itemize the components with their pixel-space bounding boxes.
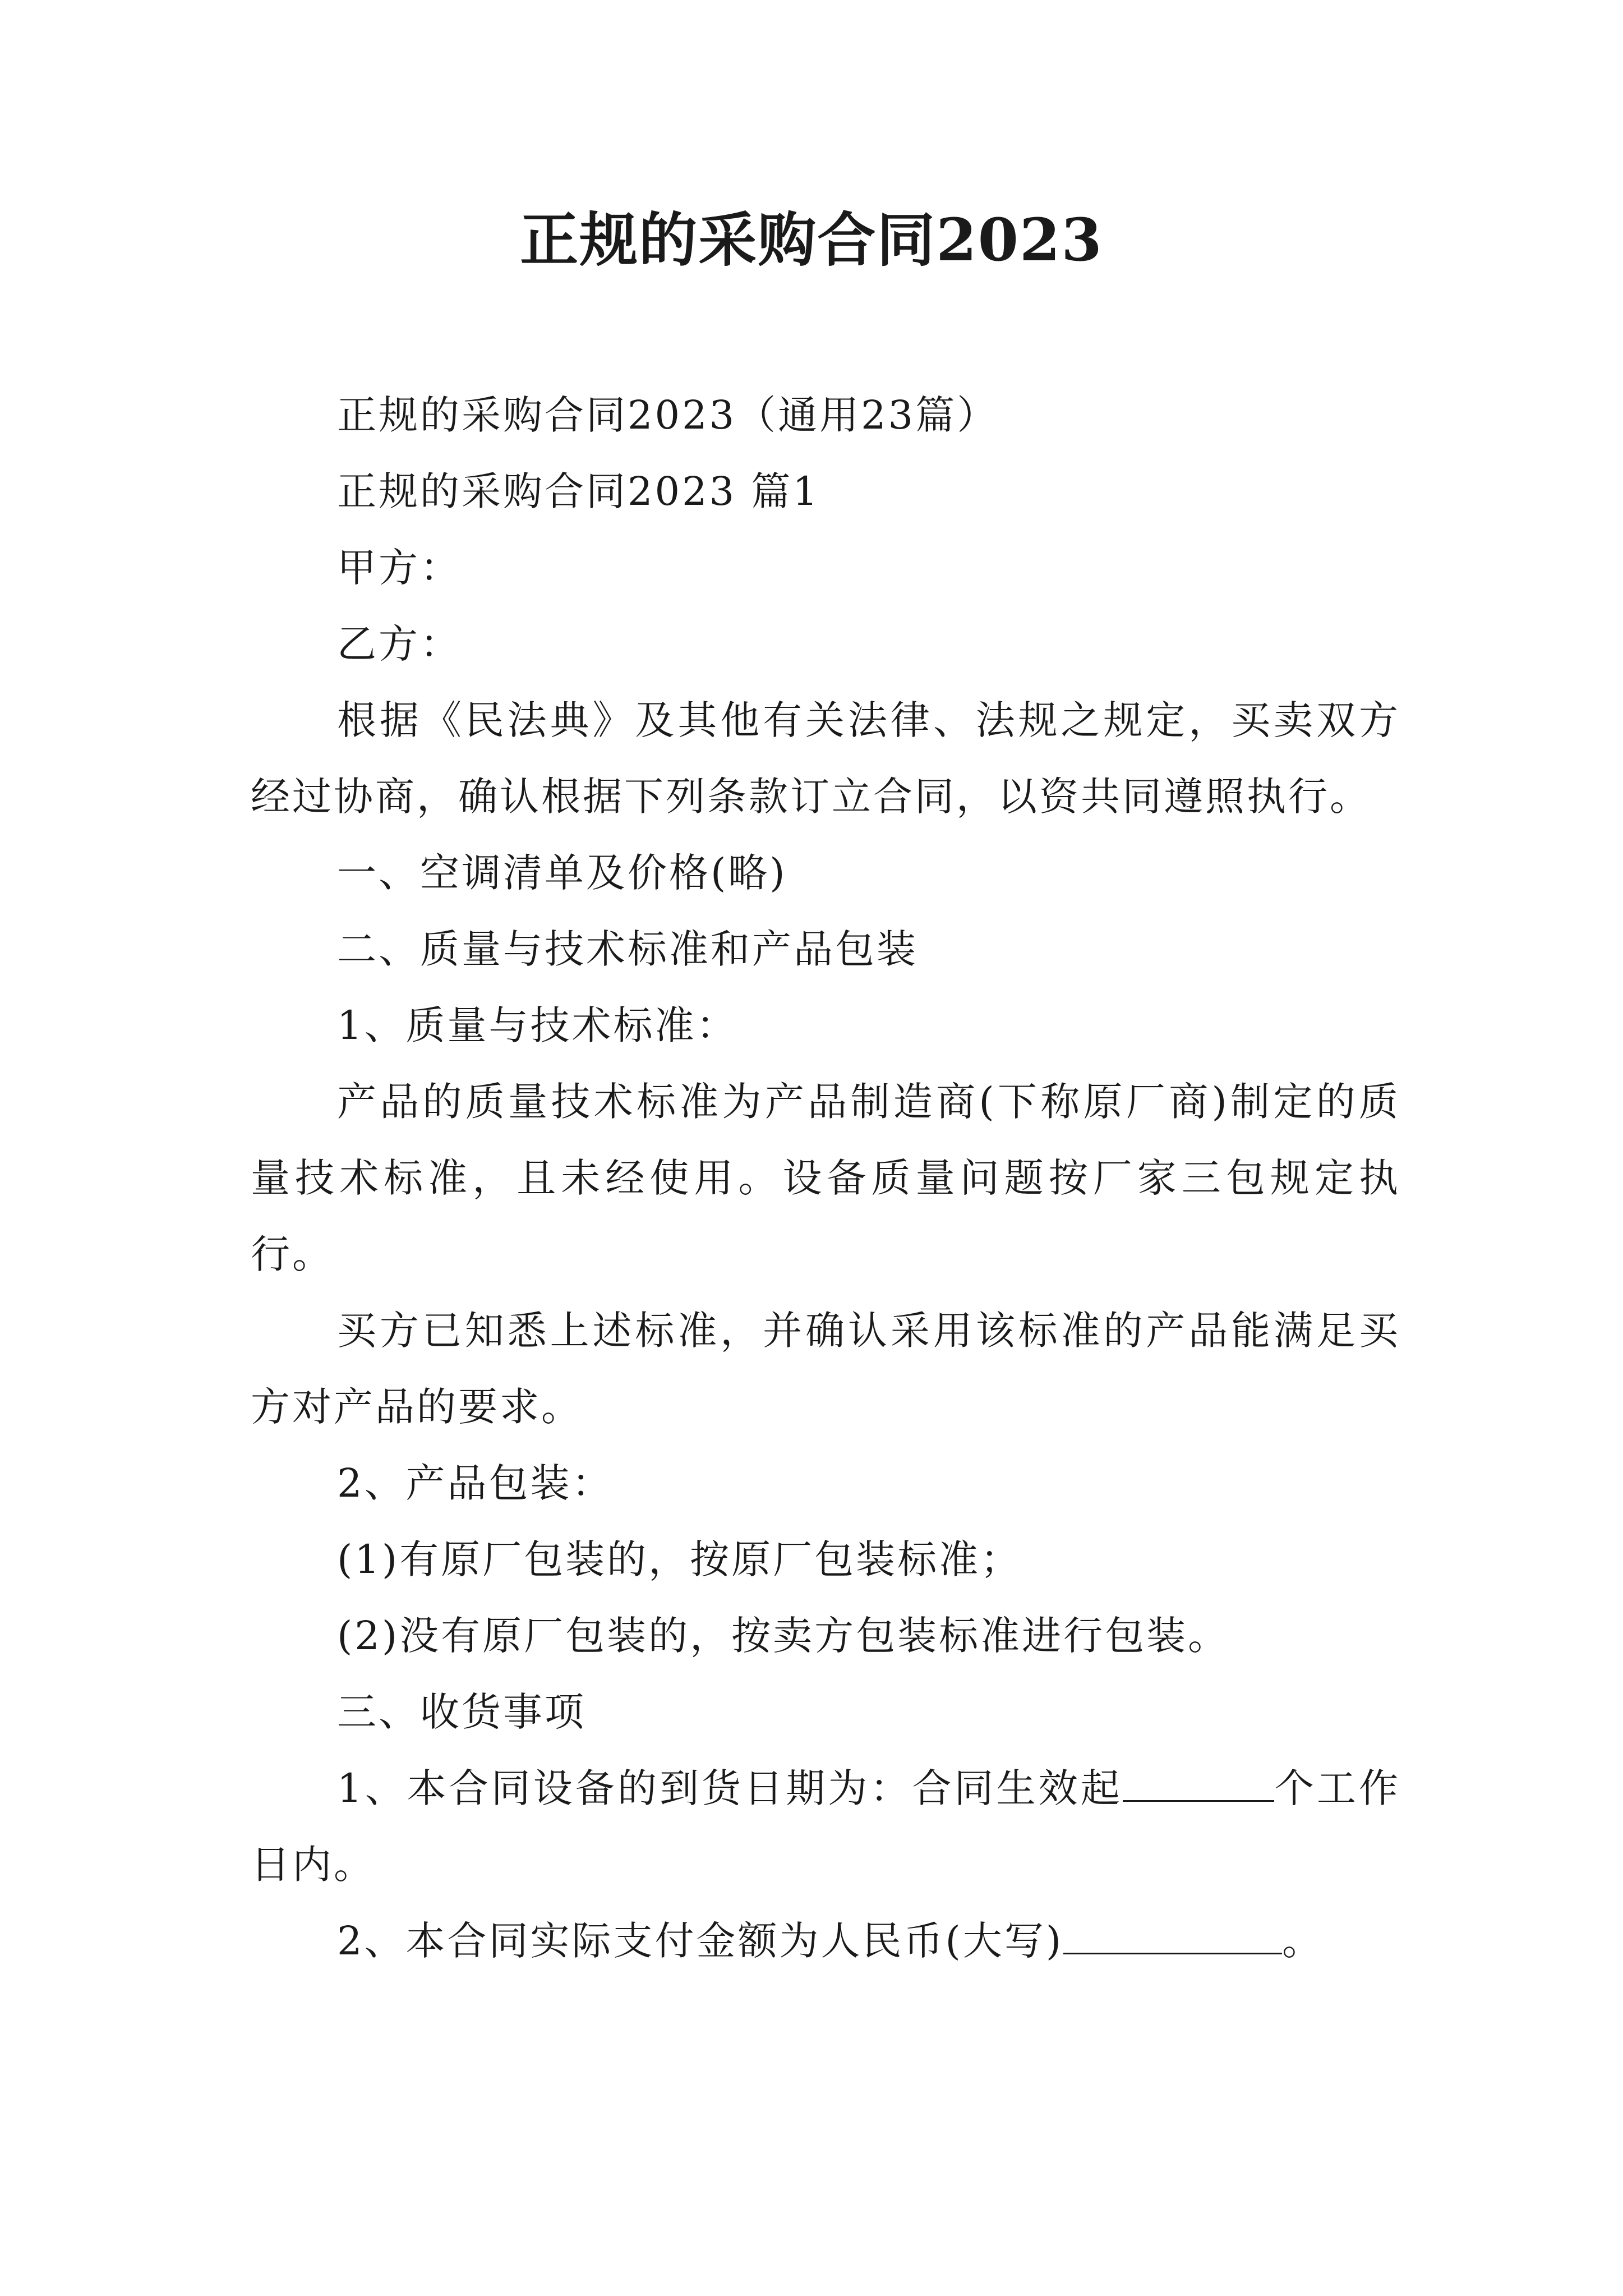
paragraph-payment-amount (251, 1903, 1400, 1979)
paragraph-party-b: 乙方： (337, 621, 462, 667)
paragraph-clause-1: 一、空调清单及价格(略) (337, 850, 787, 896)
paragraph-party-a: 甲方： (337, 545, 462, 591)
payment-amount-blank (1063, 1919, 1282, 1954)
paragraph-delivery-date (251, 1750, 1400, 1903)
delivery-text-after: 个工作日内。 (251, 1765, 1400, 1888)
payment-text-after: 。 (1282, 1918, 1324, 1964)
paragraph-clause-2-1: 1、质量与技术标准： (337, 1002, 738, 1048)
paragraph-clause-3: 三、收货事项 (337, 1689, 586, 1735)
document-title: 正规的采购合同2023 (520, 205, 1103, 274)
paragraph-subtitle: 正规的采购合同2023（通用23篇） (337, 392, 999, 438)
paragraph-quality-standard: 产品的质量技术标准为产品制造商(下称原厂商)制定的质量技术标准，且未经使用。设备质量问题按厂家三包规定执行。 (251, 1079, 1400, 1277)
delivery-days-blank (1123, 1766, 1274, 1802)
paragraph-packaging-2: (2)没有原厂包装的，按卖方包装标准进行包装。 (337, 1613, 1230, 1659)
document-body (251, 377, 1400, 1979)
paragraph-buyer-acknowledgement: 买方已知悉上述标准，并确认采用该标准的产品能满足买方对产品的要求。 (251, 1308, 1400, 1430)
delivery-text-before: 1、本合同设备的到货日期为：合同生效起 (337, 1765, 1123, 1811)
paragraph-section-heading: 正规的采购合同2023 篇1 (337, 468, 820, 514)
paragraph-packaging-1: (1)有原厂包装的，按原厂包装标准； (337, 1536, 1022, 1582)
paragraph-clause-2-2: 2、产品包装： (337, 1460, 614, 1506)
paragraph-preamble: 根据《民法典》及其他有关法律、法规之规定，买卖双方经过协商，确认根据下列条款订立合同，以资共同遵照执行。 (251, 697, 1400, 820)
paragraph-clause-2: 二、质量与技术标准和产品包装 (337, 926, 918, 972)
payment-text-before: 2、本合同实际支付金额为人民币(大写) (337, 1918, 1064, 1964)
